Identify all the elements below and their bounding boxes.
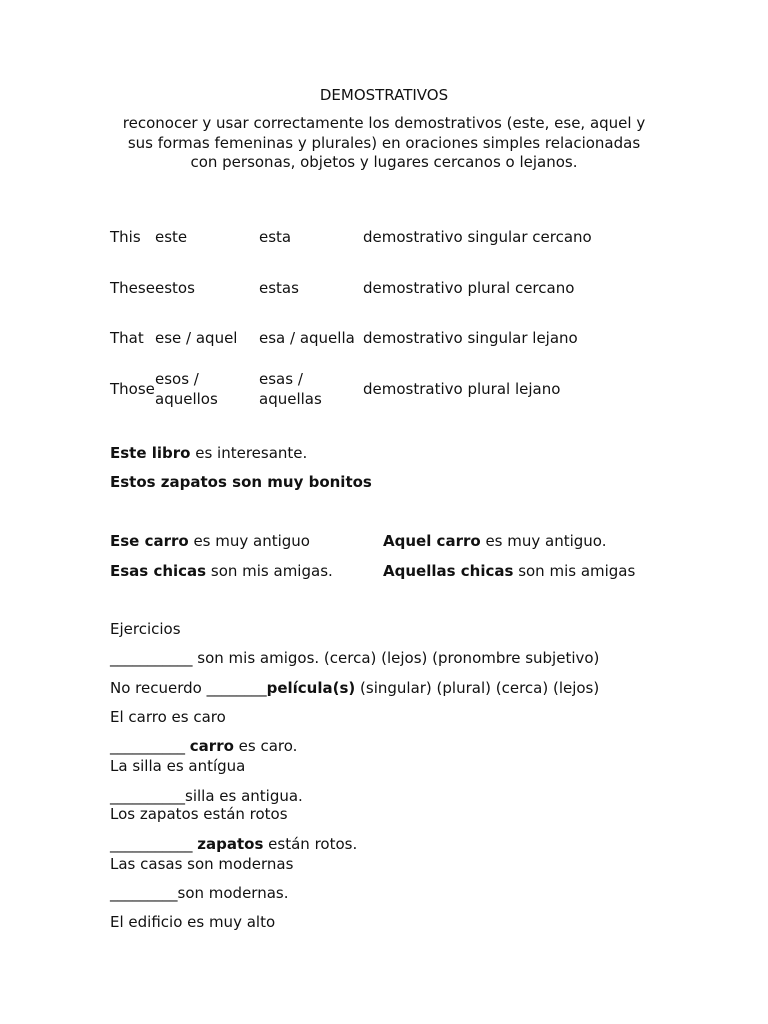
- feminine-cell: esta: [259, 228, 292, 247]
- english-cell: That: [110, 329, 144, 348]
- exercise-line: [110, 678, 599, 698]
- example-esas: [110, 561, 333, 581]
- exercise-line: Los zapatos están rotos: [110, 805, 288, 823]
- exercise-line: ___________ son mis amigos. (cerca) (lejos) (pronombre subjetivo): [110, 649, 600, 667]
- english-cell: Those: [110, 379, 155, 398]
- masculine-cell: esos / aquellos: [155, 369, 218, 408]
- exercise-text: (singular) (plural) (cerca) (lejos): [355, 679, 600, 697]
- example-rest: es muy antiguo.: [480, 532, 607, 550]
- exercise-text: ___________: [110, 835, 198, 853]
- exercise-line: La silla es antígua: [110, 757, 246, 775]
- feminine-cell: estas: [259, 278, 299, 297]
- exercise-bold: película(s): [266, 679, 356, 697]
- exercise-text: No recuerdo ________: [110, 679, 267, 697]
- table-row: [110, 212, 593, 263]
- exercise-text: están rotos.: [263, 835, 358, 853]
- english-cell: These: [110, 278, 155, 297]
- intro-paragraph: [105, 114, 663, 173]
- exercise-line: El carro es caro: [110, 708, 226, 726]
- example-este: [110, 443, 307, 463]
- demonstratives-table: [110, 212, 593, 414]
- description-cell: demostrativo plural cercano: [363, 278, 575, 297]
- example-aquellas: [383, 561, 635, 581]
- example-ese: [110, 531, 310, 551]
- description-cell: demostrativo plural lejano: [363, 379, 561, 398]
- table-row: [110, 364, 593, 415]
- example-rest: son mis amigas: [513, 562, 636, 580]
- intro-line: sus formas femeninas y plurales) en oraciones simples relacionadas: [127, 133, 641, 152]
- table-row: [110, 263, 593, 314]
- exercise-bold: zapatos: [197, 835, 264, 853]
- exercises-heading: Ejercicios: [110, 620, 181, 638]
- exercise-bold: carro: [189, 737, 234, 755]
- example-bold: Este libro: [110, 444, 191, 462]
- feminine-cell: esas / aquellas: [259, 369, 322, 408]
- example-rest: son mis amigas.: [206, 562, 333, 580]
- exercise-text: es caro.: [233, 737, 298, 755]
- example-bold: Aquel carro: [383, 532, 481, 550]
- exercise-line: _________son modernas.: [110, 884, 289, 902]
- example-bold: Ese carro: [110, 532, 189, 550]
- exercise-text: __________: [110, 737, 190, 755]
- intro-line: con personas, objetos y lugares cercanos o lejanos.: [190, 153, 578, 171]
- exercise-line: __________silla es antigua.: [110, 787, 303, 805]
- example-rest: es interesante.: [190, 444, 308, 462]
- feminine-cell: esa / aquella: [259, 329, 355, 348]
- description-cell: demostrativo singular cercano: [363, 228, 592, 247]
- page-title: DEMOSTRATIVOS: [319, 86, 449, 104]
- example-bold: Esas chicas: [110, 562, 207, 580]
- exercise-line: El edificio es muy alto: [110, 913, 276, 931]
- example-rest: es muy antiguo: [188, 532, 310, 550]
- intro-line: reconocer y usar correctamente los demostrativos (este, ese, aquel y: [122, 114, 646, 132]
- exercise-line: [110, 736, 297, 756]
- masculine-cell: ese / aquel: [155, 329, 238, 348]
- example-bold: Estos zapatos son muy bonitos: [110, 473, 372, 491]
- exercise-line: [110, 834, 357, 854]
- exercise-line: Las casas son modernas: [110, 855, 294, 873]
- masculine-cell: este: [155, 228, 188, 247]
- masculine-cell: estos: [155, 278, 195, 297]
- description-cell: demostrativo singular lejano: [363, 329, 578, 348]
- example-bold: Aquellas chicas: [383, 562, 514, 580]
- example-aquel: [383, 531, 607, 551]
- table-row: [110, 313, 593, 364]
- english-cell: This: [110, 228, 141, 247]
- example-estos: [110, 472, 372, 492]
